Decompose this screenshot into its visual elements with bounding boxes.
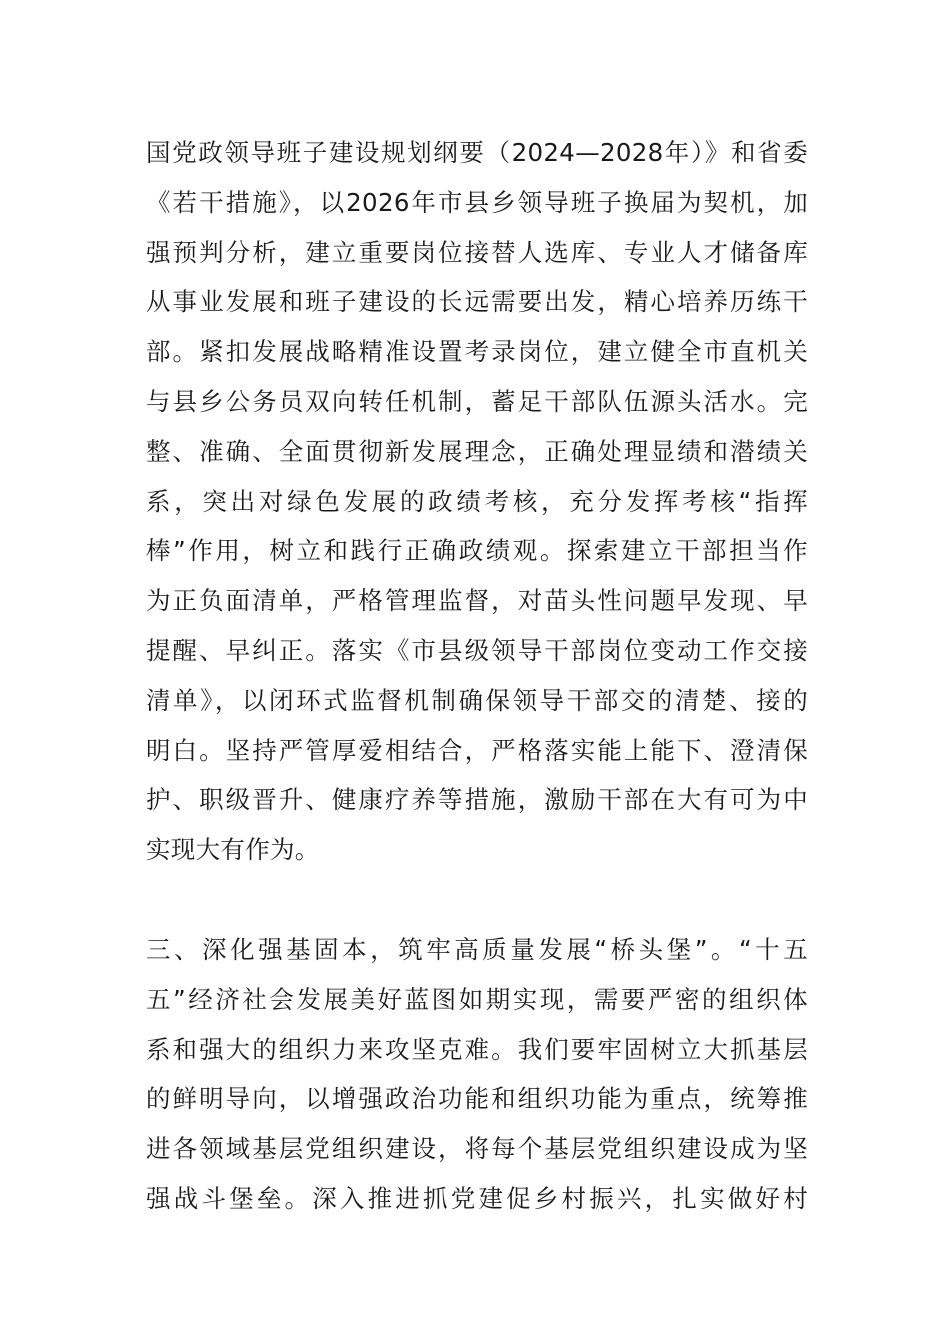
text-line: 强预判分析，建立重要岗位接替人选库、专业人才储备库 xyxy=(146,237,808,267)
body-paragraph-2 xyxy=(146,925,808,1224)
text-line: 护、职级晋升、健康疗养等措施，激励干部在大有可为中 xyxy=(146,785,808,815)
text-line: 系和强大的组织力来攻坚克难。我们要牢固树立大抓基层 xyxy=(146,1034,808,1064)
text-line: 提醒、早纠正。落实《市县级领导干部岗位变动工作交接 xyxy=(146,635,808,665)
text-line: 部。紧扣发展战略精准设置考录岗位，建立健全市直机关 xyxy=(146,337,808,367)
text-line: 国党政领导班子建设规划纲要（2024—2028年）》和省委 xyxy=(146,138,808,167)
text-line: 从事业发展和班子建设的长远需要出发，精心培养历练干 xyxy=(146,287,808,317)
text-line: 三、深化强基固本，筑牢高质量发展“桥头堡”。“十五 xyxy=(146,935,808,964)
text-line: 为正负面清单，严格管理监督，对苗头性问题早发现、早 xyxy=(146,586,808,616)
text-line: 《若干措施》，以2026年市县乡领导班子换届为契机，加 xyxy=(146,187,808,217)
text-line: 五”经济社会发展美好蓝图如期实现，需要严密的组织体 xyxy=(146,984,808,1014)
text-line: 清单》，以闭环式监督机制确保领导干部交的清楚、接的 xyxy=(146,685,808,715)
text-line: 系，突出对绿色发展的政绩考核，充分发挥考核“指挥 xyxy=(146,486,808,516)
text-line: 棒”作用，树立和践行正确政绩观。探索建立干部担当作 xyxy=(146,536,808,566)
text-line: 进各领域基层党组织建设，将每个基层党组织建设成为坚 xyxy=(146,1134,808,1164)
text-line: 强战斗堡垒。深入推进抓党建促乡村振兴，扎实做好村 xyxy=(146,1183,808,1213)
text-line: 实现大有作为。 xyxy=(146,835,320,865)
text-line: 与县乡公务员双向转任机制，蓄足干部队伍源头活水。完 xyxy=(146,386,808,416)
body-paragraph-1 xyxy=(146,128,808,875)
text-line: 明白。坚持严管厚爱相结合，严格落实能上能下、澄清保 xyxy=(146,735,808,765)
text-line: 的鲜明导向，以增强政治功能和组织功能为重点，统筹推 xyxy=(146,1084,808,1114)
text-line: 整、准确、全面贯彻新发展理念，正确处理显绩和潜绩关 xyxy=(146,436,808,466)
